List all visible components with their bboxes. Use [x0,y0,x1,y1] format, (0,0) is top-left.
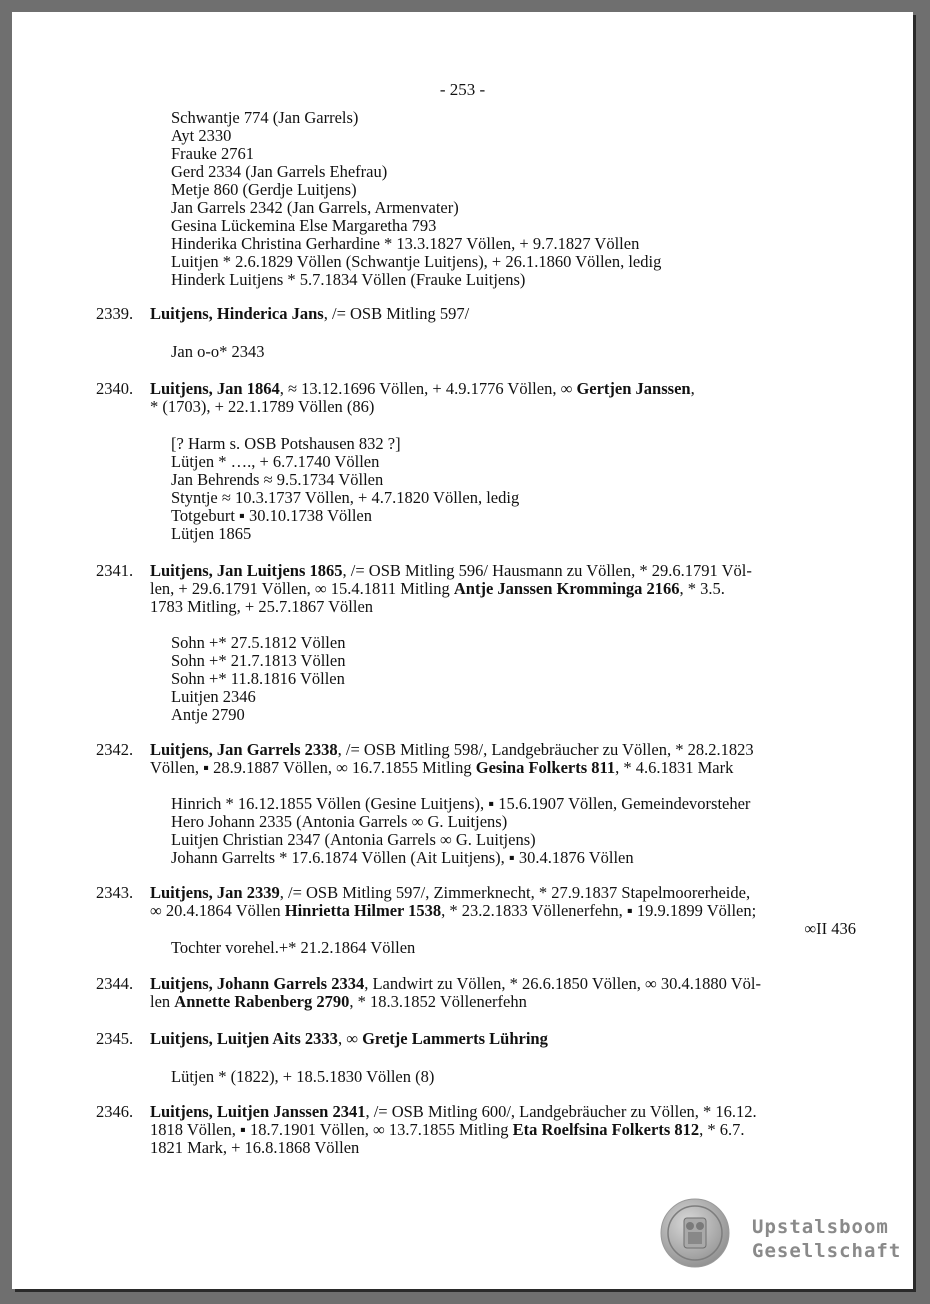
entry-name: Luitjens, Jan Garrels 2338 [150,740,338,759]
child-line: Antje 2790 [171,705,245,724]
spouse-name: Gertjen Janssen [576,379,691,398]
entry-number: 2346. [96,1102,134,1121]
entry-name: Luitjens, Luitjen Aits 2333 [150,1029,338,1048]
spouse-name: Eta Roelfsina Folkerts 812 [512,1120,700,1139]
entry-line: len Annette Rabenberg 2790, * 18.3.1852 Völlenerfehn [150,992,527,1011]
entry-name: Luitjens, Jan 2339 [150,883,280,902]
child-line: Luitjen 2346 [171,687,256,706]
spouse-name: Gesina Folkerts 811 [475,758,616,777]
child-line: Hero Johann 2335 (Antonia Garrels ∞ G. Luitjens) [171,812,508,831]
child-line: Jan Garrels 2342 (Jan Garrels, Armenvater) [171,198,459,217]
child-line: Lütjen 1865 [171,524,252,543]
entry-line: Völlen, ▪ 28.9.1887 Völlen, ∞ 16.7.1855 Mitling Gesina Folkerts 811, * 4.6.1831 Mark [150,758,734,777]
entry-line: ∞ 20.4.1864 Völlen Hinrietta Hilmer 1538, * 23.2.1833 Völlenerfehn, ▪ 19.9.1899 Völlen; [150,901,757,920]
child-line: [? Harm s. OSB Potshausen 832 ?] [171,434,401,453]
spouse-name: Gretje Lammerts Lühring [362,1029,548,1048]
child-line: Hinderika Christina Gerhardine * 13.3.1827 Völlen, + 9.7.1827 Völlen [171,234,640,253]
entry-line: len, + 29.6.1791 Völlen, ∞ 15.4.1811 Mitling Antje Janssen Kromminga 2166, * 3.5. [150,579,725,598]
entry-number: 2339. [96,304,134,323]
entry-2344: Luitjens, Johann Garrels 2334, Landwirt zu Völlen, * 26.6.1850 Völlen, ∞ 30.4.1880 Völ- [150,974,761,993]
entry-number: 2343. [96,883,134,902]
entry-2346: Luitjens, Luitjen Janssen 2341, /= OSB Mitling 600/, Landgebräucher zu Völlen, * 16.12. [150,1102,757,1121]
brand-line-1: Upstalsboom [752,1216,889,1238]
entry-number: 2340. [96,379,134,398]
entry-2345: Luitjens, Luitjen Aits 2333, ∞ Gretje Lammerts Lühring [150,1029,548,1048]
entry-2341: Luitjens, Jan Luitjens 1865, /= OSB Mitling 596/ Hausmann zu Völlen, * 29.6.1791 Völ- [150,561,752,580]
entry-2340: Luitjens, Jan 1864, ≈ 13.12.1696 Völlen, + 4.9.1776 Völlen, ∞ Gertjen Janssen, [150,379,695,398]
spouse-name: Hinrietta Hilmer 1538 [284,901,442,920]
child-line: Lütjen * …., + 6.7.1740 Völlen [171,452,380,471]
child-line: Ayt 2330 [171,126,232,145]
child-line: Sohn +* 27.5.1812 Völlen [171,633,346,652]
entry-name: Luitjens, Jan 1864 [150,379,280,398]
spouse-name: Antje Janssen Kromminga 2166 [453,579,680,598]
child-line: Schwantje 774 (Jan Garrels) [171,108,359,127]
child-line: Styntje ≈ 10.3.1737 Völlen, + 4.7.1820 Völlen, ledig [171,488,520,507]
child-line: Hinrich * 16.12.1855 Völlen (Gesine Luitjens), ▪ 15.6.1907 Völlen, Gemeindevorsteher [171,794,751,813]
spouse-name: Annette Rabenberg 2790 [174,992,350,1011]
entry-number: 2342. [96,740,134,759]
child-line: Luitjen Christian 2347 (Antonia Garrels ∞ G. Luitjens) [171,830,536,849]
page-number: - 253 - [439,80,486,99]
entry-name: Luitjens, Luitjen Janssen 2341 [150,1102,366,1121]
entry-number: 2344. [96,974,134,993]
child-line: Sohn +* 21.7.1813 Völlen [171,651,346,670]
child-line: Totgeburt ▪ 30.10.1738 Völlen [171,506,372,525]
entry-2343: Luitjens, Jan 2339, /= OSB Mitling 597/, Zimmerknecht, * 27.9.1837 Stapelmoorerheide, [150,883,751,902]
seal-icon [660,1198,730,1268]
child-line: Jan o-o* 2343 [171,342,265,361]
document-page [12,12,913,1289]
entry-number: 2341. [96,561,134,580]
entry-2339: Luitjens, Hinderica Jans, /= OSB Mitling 597/ [150,304,470,323]
entry-line: 1821 Mark, + 16.8.1868 Völlen [150,1138,360,1157]
brand-line-2: Gesellschaft [752,1240,902,1262]
child-line: Metje 860 (Gerdje Luitjens) [171,180,357,199]
entry-number: 2345. [96,1029,134,1048]
child-line: Gesina Lückemina Else Margaretha 793 [171,216,437,235]
child-line: Lütjen * (1822), + 18.5.1830 Völlen (8) [171,1067,435,1086]
child-line: Frauke 2761 [171,144,254,163]
entry-line: 1783 Mitling, + 25.7.1867 Völlen [150,597,374,616]
entry-name: Luitjens, Johann Garrels 2334 [150,974,365,993]
entry-line: 1818 Völlen, ▪ 18.7.1901 Völlen, ∞ 13.7.1855 Mitling Eta Roelfsina Folkerts 812, * 6.7. [150,1120,745,1139]
child-line: Luitjen * 2.6.1829 Völlen (Schwantje Luitjens), + 26.1.1860 Völlen, ledig [171,252,662,271]
entry-line: * (1703), + 22.1.1789 Völlen (86) [150,397,375,416]
child-line: Sohn +* 11.8.1816 Völlen [171,669,345,688]
entry-name: Luitjens, Hinderica Jans [150,304,324,323]
child-line: Hinderk Luitjens * 5.7.1834 Völlen (Frauke Luitjens) [171,270,526,289]
child-line: Johann Garrelts * 17.6.1874 Völlen (Ait Luitjens), ▪ 30.4.1876 Völlen [171,848,634,867]
child-line: Gerd 2334 (Jan Garrels Ehefrau) [171,162,388,181]
child-line: Jan Behrends ≈ 9.5.1734 Völlen [171,470,384,489]
entry-line: ∞II 436 [804,919,856,938]
entry-name: Luitjens, Jan Luitjens 1865 [150,561,343,580]
entry-2342: Luitjens, Jan Garrels 2338, /= OSB Mitling 598/, Landgebräucher zu Völlen, * 28.2.1823 [150,740,754,759]
child-line: Tochter vorehel.+* 21.2.1864 Völlen [171,938,416,957]
